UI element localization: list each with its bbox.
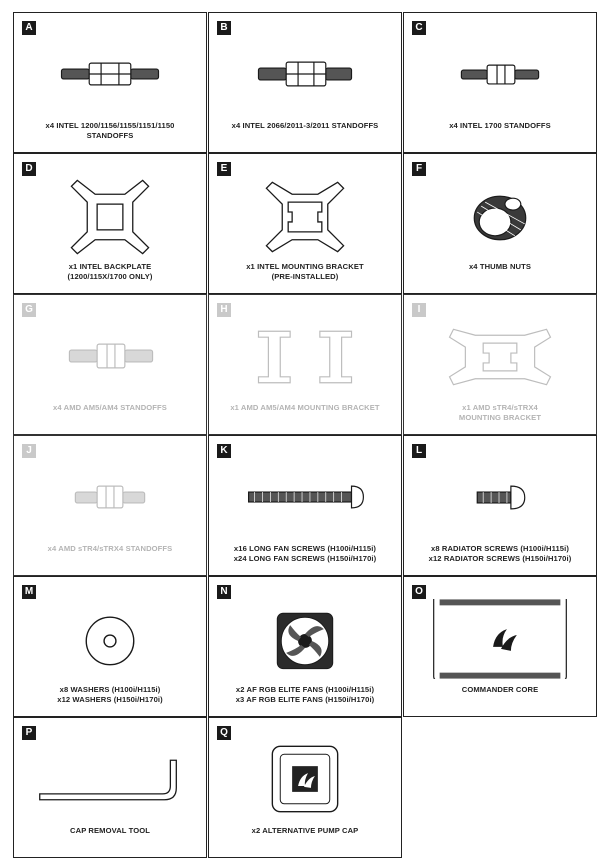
part-letter: Q — [217, 726, 231, 740]
short-screw-icon — [404, 458, 596, 538]
part-caption: x1 AMD sTR4/sTRX4 MOUNTING BRACKET — [458, 403, 542, 422]
part-letter: M — [22, 585, 36, 599]
part-letter: P — [22, 726, 36, 740]
part-letter: C — [412, 21, 426, 35]
part-caption: x8 RADIATOR SCREWS (H100i/H115i) x12 RADIATOR SCREWS (H150i/H170i) — [428, 544, 572, 563]
part-cell-c — [403, 12, 597, 153]
part-letter: J — [22, 444, 36, 458]
fan-icon — [209, 599, 401, 679]
part-caption: x4 THUMB NUTS — [468, 262, 532, 271]
standoff-icon — [14, 35, 206, 115]
thumb-nut-icon — [404, 176, 596, 256]
part-caption: x4 INTEL 1200/1156/1155/1151/1150 STANDOFFS — [45, 121, 175, 140]
pump-cap-icon — [209, 740, 401, 820]
part-cell-a — [13, 12, 207, 153]
part-letter: A — [22, 21, 36, 35]
standoff-long-icon — [209, 35, 401, 115]
part-cell-l — [403, 435, 597, 576]
part-cell-g — [13, 294, 207, 435]
part-cell-e — [208, 153, 402, 294]
part-caption: x2 AF RGB ELITE FANS (H100i/H115i) x3 AF RGB ELITE FANS (H150i/H170i) — [235, 685, 375, 704]
part-letter: G — [22, 303, 36, 317]
part-cell-m — [13, 576, 207, 717]
part-caption: CAP REMOVAL TOOL — [70, 826, 150, 835]
part-cell-i — [403, 294, 597, 435]
amd-str4-bracket-icon — [404, 317, 596, 397]
part-caption: COMMANDER CORE — [461, 685, 539, 694]
part-caption: x1 INTEL BACKPLATE (1200/115X/1700 ONLY) — [67, 262, 153, 281]
part-cell-k — [208, 435, 402, 576]
part-letter: I — [412, 303, 426, 317]
part-caption: x4 AMD sTR4/sTRX4 STANDOFFS — [47, 544, 173, 553]
part-letter: K — [217, 444, 231, 458]
hex-key-icon — [14, 740, 206, 820]
part-caption: x2 ALTERNATIVE PUMP CAP — [251, 826, 359, 835]
part-letter: L — [412, 444, 426, 458]
standoff-small-icon — [404, 35, 596, 115]
backplate-icon — [14, 176, 206, 256]
part-cell-o — [403, 576, 597, 717]
part-cell-j — [13, 435, 207, 576]
part-caption: x4 INTEL 1700 STANDOFFS — [449, 121, 551, 130]
part-caption: x16 LONG FAN SCREWS (H100i/H115i) x24 LONG FAN SCREWS (H150i/H170i) — [233, 544, 377, 563]
part-caption: x4 INTEL 2066/2011-3/2011 STANDOFFS — [231, 121, 379, 130]
part-letter: O — [412, 585, 426, 599]
part-cell-p — [13, 717, 207, 858]
part-caption: x4 AMD AM5/AM4 STANDOFFS — [53, 403, 167, 412]
part-cell-n — [208, 576, 402, 717]
standoff-icon — [14, 317, 206, 397]
long-screw-icon — [209, 458, 401, 538]
part-caption: x1 AMD AM5/AM4 MOUNTING BRACKET — [230, 403, 380, 412]
part-letter: N — [217, 585, 231, 599]
part-cell-f — [403, 153, 597, 294]
amd-bracket-icon — [209, 317, 401, 397]
part-letter: D — [22, 162, 36, 176]
part-cell-h — [208, 294, 402, 435]
washer-icon — [14, 599, 206, 679]
commander-core-icon — [404, 599, 596, 679]
part-letter: B — [217, 21, 231, 35]
part-letter: E — [217, 162, 231, 176]
mounting-bracket-icon — [209, 176, 401, 256]
part-cell-q — [208, 717, 402, 858]
part-cell-d — [13, 153, 207, 294]
part-caption: x1 INTEL MOUNTING BRACKET (PRE-INSTALLED) — [246, 262, 364, 281]
part-cell-b — [208, 12, 402, 153]
part-letter: F — [412, 162, 426, 176]
standoff-icon — [14, 458, 206, 538]
part-letter: H — [217, 303, 231, 317]
part-caption: x8 WASHERS (H100i/H115i) x12 WASHERS (H150i/H170i) — [57, 685, 163, 704]
